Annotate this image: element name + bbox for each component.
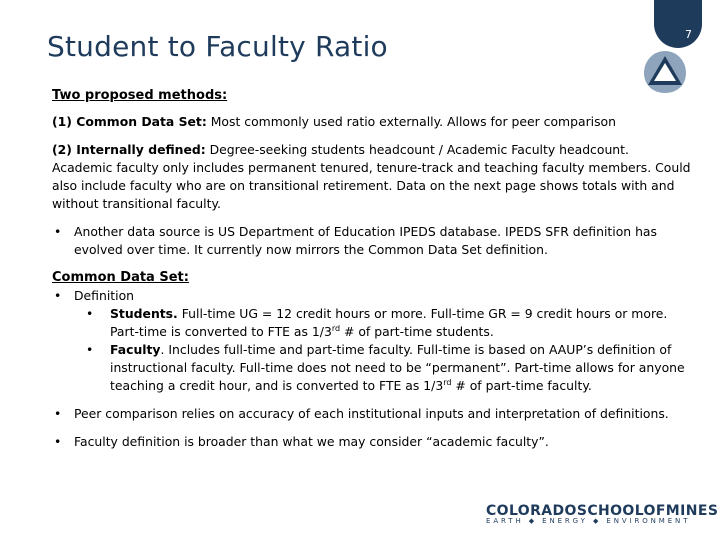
slide-number-badge <box>654 0 702 48</box>
data-source-bullet: • Another data source is US Department of Education IPEDS database. IPEDS SFR definition has evolved over time. It currently now mirrors the Common Data Set definition. <box>52 223 692 259</box>
faculty-text: . Includes full-time and part-time faculty. Full-time is based on AAUP’s definition of instructional faculty. Full-time does not need to be “permanent”. Part-time allows for anyone teaching a credit hour, and is converted to FTE as 1/3 <box>110 342 685 393</box>
faculty-text-end: # of part-time faculty. <box>451 378 592 393</box>
cds-heading: Common Data Set: <box>52 270 189 285</box>
method-2 <box>52 141 692 213</box>
students-label: Students. <box>110 306 178 321</box>
students-bullet <box>52 305 692 341</box>
methods-heading: Two proposed methods: <box>52 88 228 103</box>
students-text: Full-time UG = 12 credit hours or more. Full-time GR = 9 credit hours or more. Part-time is converted to FTE as 1/3 <box>110 306 668 339</box>
footer-logo <box>486 503 719 533</box>
peer-comparison-bullet: • Peer comparison relies on accuracy of each institutional inputs and interpretation of definitions. <box>52 405 692 423</box>
footer-logo-tagline: EARTH ◆ ENERGY ◆ ENVIRONMENT <box>486 517 691 525</box>
slide-body <box>52 87 692 451</box>
method-1-text: Most commonly used ratio externally. Allows for peer comparison <box>206 114 616 129</box>
students-text-end: # of part-time students. <box>340 324 494 339</box>
definition-bullet: • Definition <box>52 287 692 305</box>
slide-title: Student to Faculty Ratio <box>47 30 388 63</box>
students-sup: rd <box>331 323 341 333</box>
faculty-bullet <box>52 341 692 395</box>
faculty-label: Faculty <box>110 342 161 357</box>
method-1 <box>52 113 692 131</box>
slide-number: 7 <box>685 28 692 41</box>
faculty-sup: rd <box>443 377 452 387</box>
method-2-text: Degree-seeking students headcount / Academic Faculty headcount. Academic faculty only includes permanent tenured, tenure-track and teaching faculty members. Could also include faculty who are on transitional retirement. Data on the next page shows totals with and without transitional faculty. <box>52 142 691 211</box>
footer-logo-wordmark: COLORADOSCHOOLOFMINES <box>486 503 719 519</box>
faculty-definition-bullet: • Faculty definition is broader than what we may consider “academic faculty”. <box>52 433 692 451</box>
method-1-label: (1) Common Data Set: <box>52 114 207 129</box>
method-2-label: (2) Internally defined: <box>52 142 206 157</box>
